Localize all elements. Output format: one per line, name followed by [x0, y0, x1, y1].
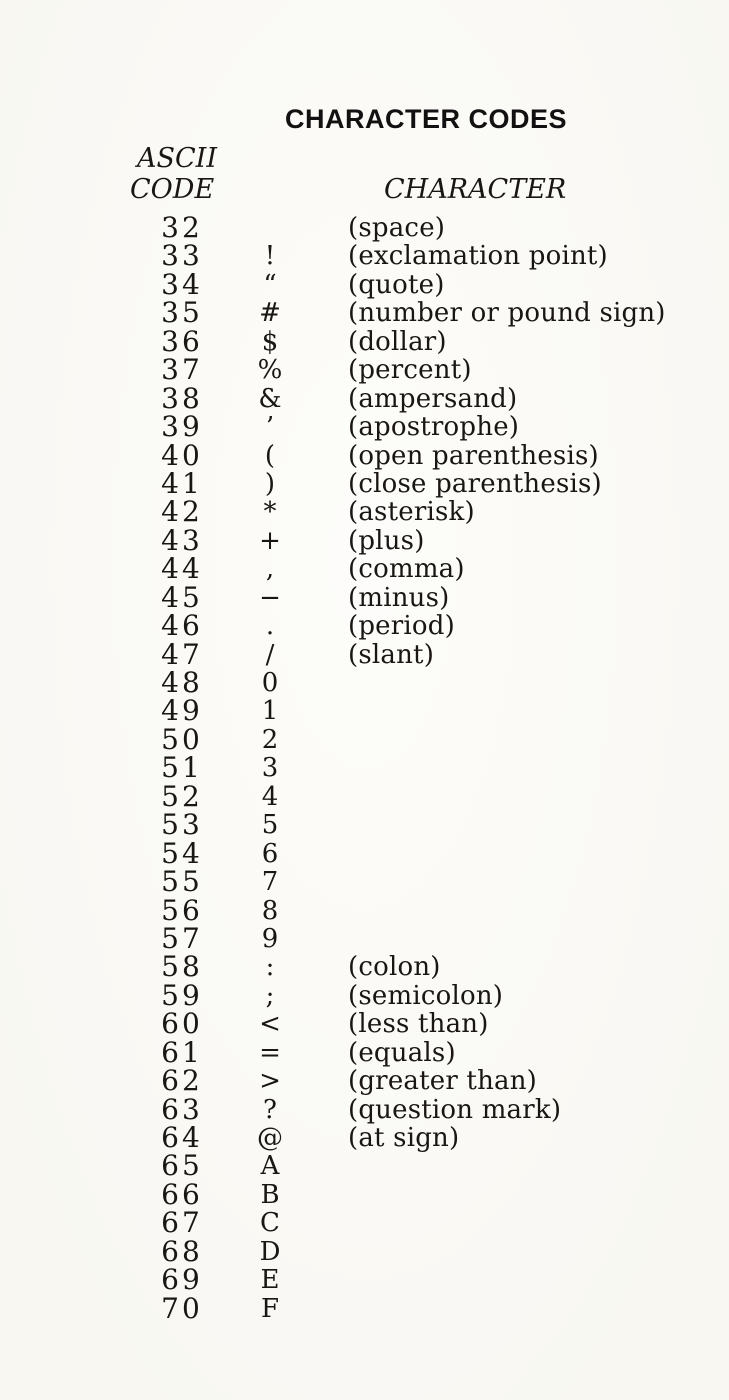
ascii-code-value: 42 [161, 495, 203, 529]
character-description: (open parenthesis) [348, 440, 599, 471]
ascii-code-value: 50 [161, 722, 203, 756]
table-row [0, 1263, 729, 1297]
page-title: CHARACTER CODES [285, 104, 568, 134]
table-row [0, 324, 729, 358]
character-description: (percent) [348, 355, 472, 386]
ascii-code-value: 41 [161, 466, 203, 500]
table-row [0, 267, 729, 301]
ascii-code-value: 35 [161, 296, 203, 330]
table-row [0, 1035, 729, 1069]
character-symbol: 9 [261, 923, 279, 954]
character-description: (dollar) [348, 326, 447, 357]
ascii-code-value: 46 [161, 609, 203, 643]
ascii-code-value: 59 [161, 978, 203, 1012]
table-row [0, 779, 729, 813]
ascii-code-value: 39 [161, 410, 203, 444]
ascii-code-value: 44 [161, 552, 203, 586]
character-description: (question mark) [348, 1094, 562, 1125]
table-row [0, 1064, 729, 1098]
ascii-code-value: 45 [161, 580, 203, 614]
character-symbol: < [259, 1009, 281, 1040]
table-row [0, 1234, 729, 1268]
ascii-code-value: 70 [161, 1291, 203, 1325]
ascii-code-value: 56 [161, 893, 203, 927]
character-symbol: % [257, 355, 283, 386]
column-header-ascii: ASCII [137, 143, 217, 174]
table-row [0, 865, 729, 899]
ascii-code-value: 68 [161, 1234, 203, 1268]
table-row [0, 950, 729, 984]
character-description: (less than) [348, 1009, 489, 1040]
character-symbol: ) [264, 468, 276, 499]
ascii-code-value: 47 [161, 637, 203, 671]
character-symbol: > [259, 1066, 281, 1097]
ascii-code-value: 53 [161, 808, 203, 842]
character-symbol: 6 [261, 838, 279, 869]
ascii-code-value: 63 [161, 1092, 203, 1126]
ascii-code-value: 69 [161, 1263, 203, 1297]
character-symbol: & [258, 383, 282, 414]
table-row [0, 438, 729, 472]
ascii-code-value: 32 [161, 211, 203, 244]
character-description: (apostrophe) [348, 412, 520, 443]
ascii-code-value: 62 [161, 1064, 203, 1098]
ascii-code-value: 64 [161, 1121, 203, 1154]
table-row [0, 1092, 729, 1126]
table-row [0, 893, 729, 927]
character-symbol: 2 [261, 724, 279, 755]
character-description: (greater than) [348, 1066, 538, 1097]
table-row [0, 1206, 729, 1240]
character-description: (period) [348, 611, 455, 642]
table-row [0, 381, 729, 415]
character-symbol: @ [257, 1123, 283, 1153]
character-description: (at sign) [348, 1123, 460, 1153]
table-row [0, 751, 729, 785]
character-description: (slant) [348, 639, 435, 670]
character-description: (number or pound sign) [348, 298, 666, 329]
ascii-code-value: 58 [161, 950, 203, 984]
character-symbol: 8 [261, 895, 279, 926]
table-row [0, 410, 729, 444]
table-row [0, 466, 729, 500]
character-symbol: 3 [261, 753, 279, 784]
character-description: (quote) [348, 269, 445, 300]
character-symbol: , [265, 554, 275, 585]
ascii-code-value: 37 [161, 353, 203, 387]
ascii-code-value: 36 [161, 324, 203, 358]
table-row [0, 808, 729, 842]
table-row [0, 353, 729, 387]
table-row [0, 239, 729, 273]
character-description: (semicolon) [348, 980, 504, 1011]
ascii-code-value: 51 [161, 751, 203, 785]
ascii-code-value: 54 [161, 836, 203, 870]
table-row [0, 666, 729, 699]
ascii-code-value: 60 [161, 1007, 203, 1041]
ascii-code-value: 49 [161, 694, 203, 728]
character-symbol: = [259, 1037, 281, 1068]
character-description: (exclamation point) [348, 241, 608, 272]
ascii-code-value: 61 [161, 1035, 203, 1069]
character-description: (minus) [348, 582, 450, 613]
character-symbol: ! [264, 241, 276, 272]
ascii-code-value: 40 [161, 438, 203, 472]
ascii-code-value: 55 [161, 865, 203, 899]
character-symbol: ? [263, 1094, 277, 1125]
table-row [0, 609, 729, 643]
character-symbol: : [265, 952, 275, 983]
character-description: (equals) [348, 1037, 456, 1068]
character-symbol: “ [263, 269, 277, 300]
character-symbol: F [260, 1293, 280, 1324]
character-symbol: . [265, 611, 275, 642]
table-row [0, 1149, 729, 1183]
table-row [0, 722, 729, 756]
table-row [0, 296, 729, 330]
character-symbol: 1 [261, 696, 279, 727]
table-row [0, 580, 729, 614]
table-row [0, 921, 729, 955]
character-description: (space) [348, 213, 446, 243]
table-row [0, 1007, 729, 1041]
character-symbol: 0 [261, 668, 279, 698]
character-description: (plus) [348, 525, 425, 556]
character-description: (colon) [348, 952, 441, 983]
table-row [0, 495, 729, 529]
character-symbol: * [263, 497, 277, 528]
character-symbol: + [259, 525, 281, 556]
table-row [0, 1121, 729, 1154]
ascii-code-value: 48 [161, 666, 203, 699]
ascii-code-value: 65 [161, 1149, 203, 1183]
table-row [0, 1291, 729, 1325]
character-symbol: ; [265, 980, 275, 1011]
character-symbol: 7 [261, 867, 279, 898]
character-symbol: 5 [261, 810, 279, 841]
table-row [0, 978, 729, 1012]
character-description: (ampersand) [348, 383, 518, 414]
table-row [0, 694, 729, 728]
character-symbol: 4 [261, 781, 279, 812]
table-row [0, 523, 729, 557]
table-row [0, 637, 729, 671]
character-symbol: ( [264, 440, 276, 471]
character-codes-table [0, 211, 729, 1325]
ascii-code-value: 34 [161, 267, 203, 301]
ascii-code-value: 57 [161, 921, 203, 955]
character-symbol: − [259, 582, 281, 613]
ascii-code-value: 38 [161, 381, 203, 415]
column-header-character: CHARACTER [384, 174, 567, 205]
character-symbol: / [265, 639, 275, 670]
table-row [0, 836, 729, 870]
table-row [0, 552, 729, 586]
character-symbol: D [259, 1236, 281, 1267]
character-symbol: A [260, 1151, 280, 1182]
character-symbol: # [259, 298, 281, 329]
ascii-code-value: 43 [161, 523, 203, 557]
ascii-code-value: 67 [161, 1206, 203, 1240]
ascii-code-value: 33 [161, 239, 203, 273]
character-symbol: $ [261, 326, 279, 357]
table-row [0, 211, 729, 244]
character-symbol: C [260, 1208, 280, 1239]
character-symbol: E [260, 1265, 280, 1296]
character-description: (comma) [348, 554, 465, 585]
table-row [0, 1177, 729, 1211]
character-symbol: B [260, 1179, 280, 1210]
character-description: (close parenthesis) [348, 468, 602, 499]
character-symbol: ’ [265, 412, 275, 443]
column-header-code: CODE [130, 174, 215, 205]
ascii-code-value: 52 [161, 779, 203, 813]
character-description: (asterisk) [348, 497, 475, 528]
ascii-code-value: 66 [161, 1177, 203, 1211]
